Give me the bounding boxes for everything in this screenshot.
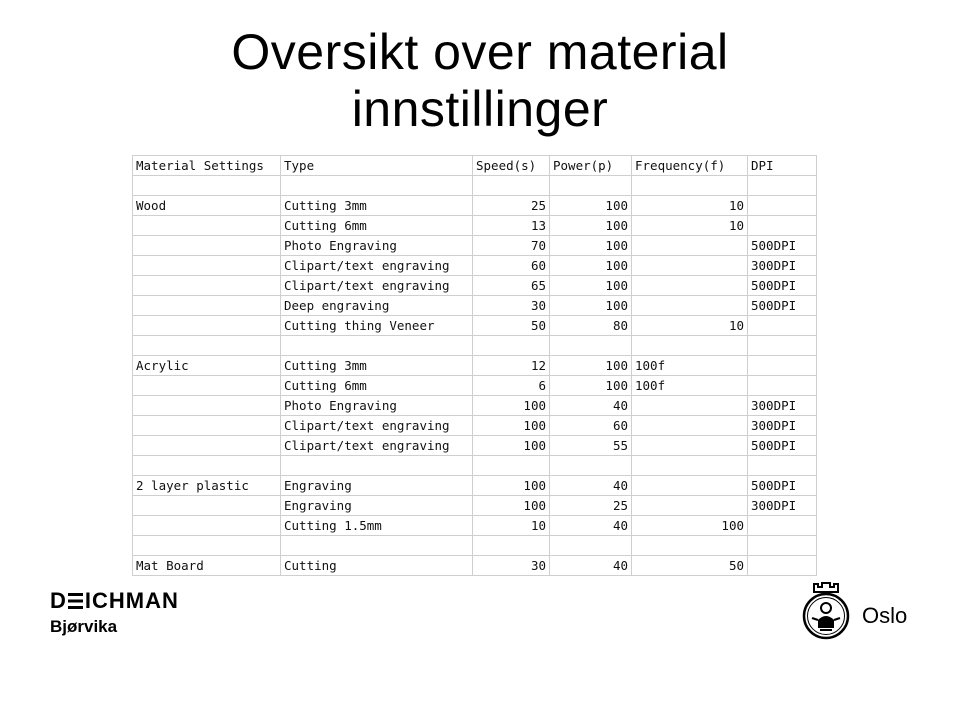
- table-cell: Clipart/text engraving: [281, 416, 473, 436]
- table-cell: Cutting 3mm: [281, 196, 473, 216]
- table-cell: 25: [473, 196, 550, 216]
- table-cell: Cutting 6mm: [281, 216, 473, 236]
- table-cell: [133, 176, 281, 196]
- table-cell: [550, 536, 632, 556]
- table-cell: [133, 536, 281, 556]
- slide-title: [0, 24, 960, 138]
- table-cell: [133, 396, 281, 416]
- material-settings-table: [132, 155, 817, 576]
- table-cell: [632, 456, 748, 476]
- table-cell: [473, 176, 550, 196]
- table-cell: 100: [550, 196, 632, 216]
- table-header-cell: Power(p): [550, 156, 632, 176]
- table-row: [133, 296, 817, 316]
- table-cell: [281, 456, 473, 476]
- table-cell: 60: [550, 416, 632, 436]
- table-cell: [133, 276, 281, 296]
- table-cell: 100: [550, 296, 632, 316]
- table-cell: Clipart/text engraving: [281, 256, 473, 276]
- table-cell: [473, 536, 550, 556]
- table-header-cell: Speed(s): [473, 156, 550, 176]
- table-cell: 10: [473, 516, 550, 536]
- table-cell: Cutting thing Veneer: [281, 316, 473, 336]
- table-cell: [133, 496, 281, 516]
- table-row: [133, 176, 817, 196]
- table-row: [133, 336, 817, 356]
- title-line-2: innstillinger: [351, 81, 609, 137]
- table-cell: [550, 336, 632, 356]
- table-cell: [632, 416, 748, 436]
- table-cell: [632, 236, 748, 256]
- table-row: [133, 196, 817, 216]
- table-cell: [632, 336, 748, 356]
- deichman-logo: [50, 589, 179, 637]
- table-row: [133, 456, 817, 476]
- table-cell: [281, 536, 473, 556]
- table-cell: [632, 436, 748, 456]
- table-cell: Acrylic: [133, 356, 281, 376]
- table-cell: 65: [473, 276, 550, 296]
- table-cell: [632, 296, 748, 316]
- table-cell: 25: [550, 496, 632, 516]
- table-cell: 300DPI: [748, 256, 817, 276]
- oslo-seal-icon: [800, 578, 852, 642]
- table-cell: 100: [550, 356, 632, 376]
- table-cell: [748, 356, 817, 376]
- table-row: [133, 236, 817, 256]
- table-cell: 30: [473, 556, 550, 576]
- table-cell: [632, 256, 748, 276]
- table-cell: [550, 456, 632, 476]
- stylized-e-icon: [68, 593, 83, 609]
- table-cell: 40: [550, 516, 632, 536]
- table-cell: 300DPI: [748, 396, 817, 416]
- table-cell: 12: [473, 356, 550, 376]
- table-row: [133, 216, 817, 236]
- table-cell: [281, 176, 473, 196]
- table-row: [133, 316, 817, 336]
- table-cell: 40: [550, 556, 632, 576]
- table-cell: 500DPI: [748, 276, 817, 296]
- table-cell: Mat Board: [133, 556, 281, 576]
- table-row: [133, 356, 817, 376]
- table-cell: [632, 476, 748, 496]
- table-cell: 100: [550, 276, 632, 296]
- table-cell: [748, 176, 817, 196]
- table-cell: [748, 216, 817, 236]
- table-header-cell: Type: [281, 156, 473, 176]
- table-row: [133, 516, 817, 536]
- table-cell: 100: [550, 236, 632, 256]
- table-cell: Clipart/text engraving: [281, 436, 473, 456]
- table-cell: [748, 516, 817, 536]
- table-row: [133, 436, 817, 456]
- table-cell: Cutting: [281, 556, 473, 576]
- table-cell: 500DPI: [748, 436, 817, 456]
- table-cell: 13: [473, 216, 550, 236]
- table-cell: Photo Engraving: [281, 236, 473, 256]
- table-cell: [133, 516, 281, 536]
- table-cell: 70: [473, 236, 550, 256]
- table-cell: 100: [473, 476, 550, 496]
- table-cell: 100: [550, 256, 632, 276]
- table-cell: [133, 256, 281, 276]
- table-cell: 300DPI: [748, 496, 817, 516]
- table-cell: 80: [550, 316, 632, 336]
- table-cell: 50: [632, 556, 748, 576]
- table-body: [133, 156, 817, 576]
- brand-prefix: D: [50, 588, 67, 613]
- table-cell: [133, 376, 281, 396]
- table-cell: 100f: [632, 356, 748, 376]
- table-cell: 60: [473, 256, 550, 276]
- table-cell: 500DPI: [748, 296, 817, 316]
- table-row: [133, 376, 817, 396]
- table-cell: [632, 536, 748, 556]
- table-cell: 100: [473, 396, 550, 416]
- table-header-cell: Material Settings: [133, 156, 281, 176]
- table-cell: 2 layer plastic: [133, 476, 281, 496]
- table-cell: 100f: [632, 376, 748, 396]
- table-cell: [748, 536, 817, 556]
- table-cell: 100: [473, 416, 550, 436]
- table-row: [133, 496, 817, 516]
- table-row: [133, 556, 817, 576]
- table-row: [133, 476, 817, 496]
- table-cell: 500DPI: [748, 236, 817, 256]
- table-cell: [473, 456, 550, 476]
- table-cell: Cutting 3mm: [281, 356, 473, 376]
- table-cell: [748, 336, 817, 356]
- table-cell: [473, 336, 550, 356]
- table-cell: 40: [550, 476, 632, 496]
- table-cell: [133, 416, 281, 436]
- deichman-branch: Bjørvika: [50, 617, 118, 636]
- table-cell: 100: [550, 376, 632, 396]
- table-cell: Cutting 6mm: [281, 376, 473, 396]
- deichman-wordmark: [50, 589, 179, 613]
- table-cell: [748, 196, 817, 216]
- brand-suffix: ICHMAN: [84, 588, 179, 613]
- oslo-logo: [800, 578, 907, 642]
- table-row: [133, 536, 817, 556]
- table-cell: 100: [473, 496, 550, 516]
- table-cell: 10: [632, 196, 748, 216]
- table-cell: [281, 336, 473, 356]
- oslo-wordmark: Oslo: [862, 603, 908, 628]
- table-cell: [748, 556, 817, 576]
- table-cell: [632, 496, 748, 516]
- table-cell: 10: [632, 316, 748, 336]
- table-cell: 500DPI: [748, 476, 817, 496]
- table-cell: 50: [473, 316, 550, 336]
- table-cell: [748, 316, 817, 336]
- table-header-row: [133, 156, 817, 176]
- table-cell: [133, 336, 281, 356]
- table-cell: Photo Engraving: [281, 396, 473, 416]
- table-cell: Engraving: [281, 496, 473, 516]
- table-cell: Cutting 1.5mm: [281, 516, 473, 536]
- table-cell: 30: [473, 296, 550, 316]
- table-row: [133, 396, 817, 416]
- table-cell: [133, 216, 281, 236]
- table-cell: [748, 376, 817, 396]
- table-header-cell: Frequency(f): [632, 156, 748, 176]
- table-row: [133, 416, 817, 436]
- table-cell: 40: [550, 396, 632, 416]
- title-line-1: Oversikt over material: [231, 24, 729, 80]
- table-cell: [632, 276, 748, 296]
- table-cell: [632, 396, 748, 416]
- table-cell: [133, 236, 281, 256]
- table-cell: 100: [632, 516, 748, 536]
- table-cell: Wood: [133, 196, 281, 216]
- table-cell: Deep engraving: [281, 296, 473, 316]
- table-row: [133, 256, 817, 276]
- table-cell: 100: [550, 216, 632, 236]
- table-cell: 300DPI: [748, 416, 817, 436]
- table-cell: [550, 176, 632, 196]
- table-cell: 100: [473, 436, 550, 456]
- table-cell: [748, 456, 817, 476]
- table-cell: [133, 296, 281, 316]
- table-cell: Clipart/text engraving: [281, 276, 473, 296]
- table-cell: 55: [550, 436, 632, 456]
- table-cell: 6: [473, 376, 550, 396]
- table-cell: 10: [632, 216, 748, 236]
- table-cell: [133, 316, 281, 336]
- table-cell: [133, 456, 281, 476]
- table-cell: Engraving: [281, 476, 473, 496]
- table-row: [133, 276, 817, 296]
- table-header-cell: DPI: [748, 156, 817, 176]
- table-cell: [632, 176, 748, 196]
- table-cell: [133, 436, 281, 456]
